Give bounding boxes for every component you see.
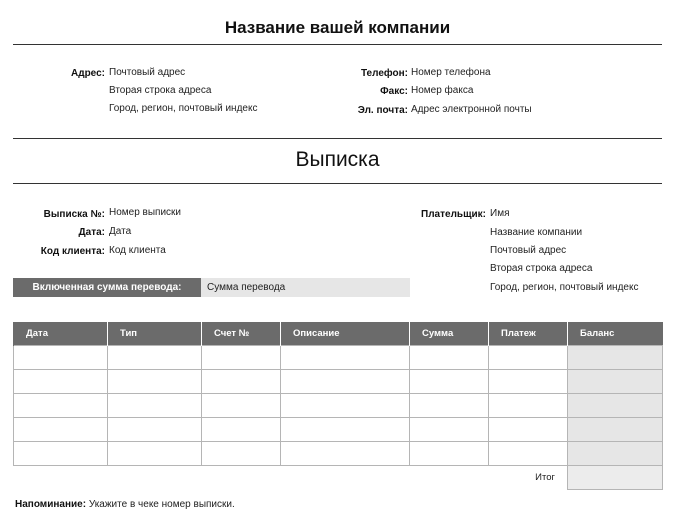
email-label: Эл. почта: bbox=[357, 105, 408, 116]
statement-date-label: Дата: bbox=[78, 227, 105, 238]
column-header-balance: Баланс bbox=[568, 322, 663, 345]
fax-value: Номер факса bbox=[411, 85, 474, 96]
header-divider-bottom bbox=[13, 138, 662, 139]
payer-label: Плательщик: bbox=[421, 209, 486, 220]
cell-date[interactable] bbox=[14, 417, 108, 441]
cell-type[interactable] bbox=[108, 441, 202, 465]
column-header-payment: Платеж bbox=[489, 322, 568, 345]
cell-description[interactable] bbox=[281, 417, 410, 441]
reminder-label: Напоминание: bbox=[15, 499, 87, 510]
address-line-3: Город, регион, почтовый индекс bbox=[109, 103, 258, 114]
total-row bbox=[14, 465, 663, 489]
email-value: Адрес электронной почты bbox=[411, 104, 532, 115]
cell-date[interactable] bbox=[14, 393, 108, 417]
table-row bbox=[14, 345, 663, 369]
cell-payment[interactable] bbox=[489, 417, 568, 441]
cell-balance[interactable] bbox=[568, 345, 663, 369]
payer-address-line-3: Город, регион, почтовый индекс bbox=[490, 282, 639, 293]
address-label: Адрес: bbox=[71, 68, 105, 79]
statement-date-value: Дата bbox=[109, 226, 132, 237]
cell-date[interactable] bbox=[14, 345, 108, 369]
cell-payment[interactable] bbox=[489, 345, 568, 369]
statement-number-value: Номер выписки bbox=[109, 207, 182, 218]
cell-amount[interactable] bbox=[410, 441, 489, 465]
total-value[interactable] bbox=[568, 465, 663, 489]
table-row bbox=[14, 369, 663, 393]
reminder-note bbox=[15, 499, 235, 510]
cell-date[interactable] bbox=[14, 369, 108, 393]
client-id-label: Код клиента: bbox=[40, 246, 105, 257]
table-header-row bbox=[14, 322, 663, 345]
cell-amount[interactable] bbox=[410, 345, 489, 369]
statement-number-label: Выписка №: bbox=[43, 209, 105, 220]
cell-type[interactable] bbox=[108, 393, 202, 417]
payer-address-line-1: Почтовый адрес bbox=[490, 245, 567, 256]
column-header-type: Тип bbox=[108, 322, 202, 345]
cell-account[interactable] bbox=[202, 345, 281, 369]
phone-label: Телефон: bbox=[360, 68, 408, 79]
transfer-amount-value[interactable]: Сумма перевода bbox=[201, 278, 410, 297]
company-name: Название вашей компании bbox=[224, 18, 451, 37]
column-header-date: Дата bbox=[14, 322, 108, 345]
cell-payment[interactable] bbox=[489, 441, 568, 465]
column-header-account: Счет № bbox=[202, 322, 281, 345]
cell-account[interactable] bbox=[202, 441, 281, 465]
reminder-text: Укажите в чеке номер выписки. bbox=[88, 499, 235, 510]
cell-description[interactable] bbox=[281, 441, 410, 465]
title-divider bbox=[13, 183, 662, 184]
cell-balance[interactable] bbox=[568, 441, 663, 465]
header-divider-top bbox=[13, 44, 662, 45]
transactions-table bbox=[13, 322, 663, 490]
cell-account[interactable] bbox=[202, 417, 281, 441]
cell-description[interactable] bbox=[281, 345, 410, 369]
cell-balance[interactable] bbox=[568, 393, 663, 417]
payer-company: Название компании bbox=[490, 227, 583, 238]
cell-amount[interactable] bbox=[410, 369, 489, 393]
cell-date[interactable] bbox=[14, 441, 108, 465]
cell-amount[interactable] bbox=[410, 393, 489, 417]
total-label: Итог bbox=[535, 471, 555, 483]
column-header-amount: Сумма bbox=[410, 322, 489, 345]
fax-label: Факс: bbox=[380, 86, 408, 97]
cell-account[interactable] bbox=[202, 369, 281, 393]
cell-type[interactable] bbox=[108, 369, 202, 393]
cell-type[interactable] bbox=[108, 345, 202, 369]
table-row bbox=[14, 441, 663, 465]
cell-account[interactable] bbox=[202, 393, 281, 417]
document-title: Выписка bbox=[295, 148, 380, 171]
table-row bbox=[14, 393, 663, 417]
client-id-value: Код клиента bbox=[109, 245, 166, 256]
cell-description[interactable] bbox=[281, 369, 410, 393]
payer-address-line-2: Вторая строка адреса bbox=[490, 263, 593, 274]
payer-name: Имя bbox=[490, 208, 510, 219]
cell-payment[interactable] bbox=[489, 393, 568, 417]
phone-value: Номер телефона bbox=[411, 67, 491, 78]
table-row bbox=[14, 417, 663, 441]
column-header-description: Описание bbox=[281, 322, 410, 345]
cell-type[interactable] bbox=[108, 417, 202, 441]
address-line-2: Вторая строка адреса bbox=[109, 85, 212, 96]
cell-description[interactable] bbox=[281, 393, 410, 417]
transfer-amount-label: Включенная сумма перевода: bbox=[13, 278, 201, 297]
cell-payment[interactable] bbox=[489, 369, 568, 393]
cell-balance[interactable] bbox=[568, 369, 663, 393]
cell-amount[interactable] bbox=[410, 417, 489, 441]
address-line-1: Почтовый адрес bbox=[109, 67, 186, 78]
cell-balance[interactable] bbox=[568, 417, 663, 441]
